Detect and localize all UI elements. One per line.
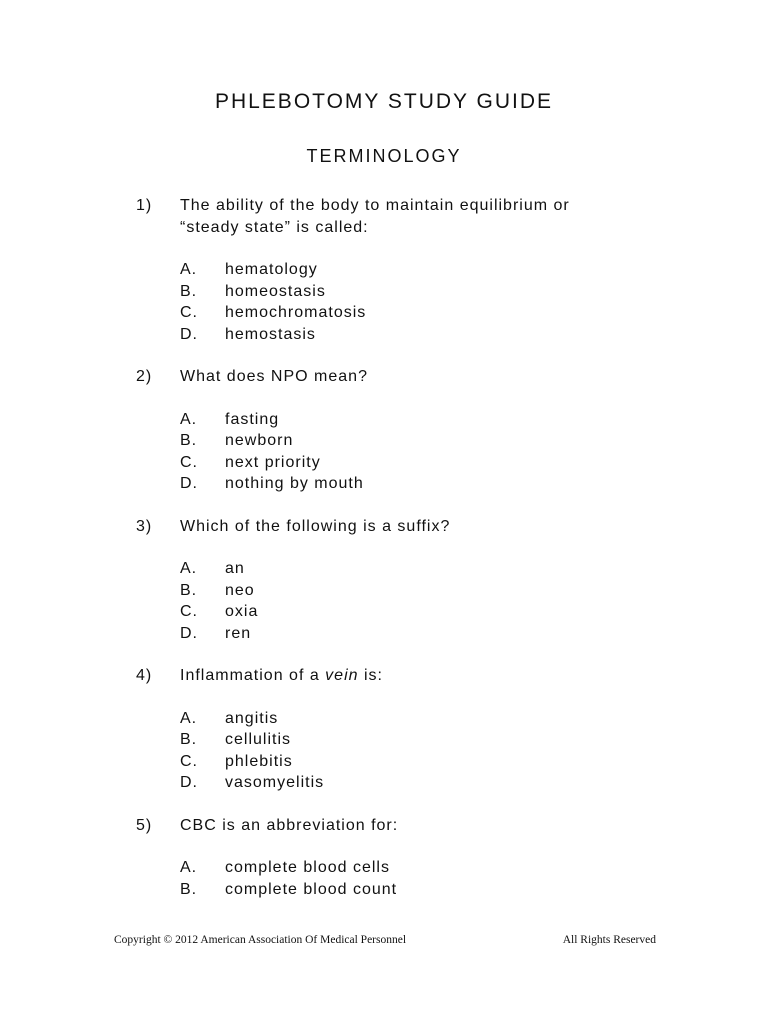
option-letter: B. <box>180 432 198 449</box>
answer-option-c <box>180 452 656 474</box>
answer-options <box>180 857 656 900</box>
answer-option-a <box>180 558 656 580</box>
question-text-before: Inflammation of a <box>180 667 326 684</box>
answer-option-a <box>180 259 656 281</box>
option-letter: A. <box>180 859 198 876</box>
answer-option-a <box>180 857 656 879</box>
answer-option-b <box>180 879 656 901</box>
option-letter: C. <box>180 453 198 471</box>
question-text-line-2: “steady state” is called: <box>180 218 369 236</box>
question-2 <box>136 366 656 495</box>
answer-option-a <box>180 708 656 730</box>
answer-options <box>180 259 656 345</box>
option-text: next priority <box>225 453 321 471</box>
answer-options <box>180 558 656 644</box>
question-text-emphasis: vein <box>325 667 359 684</box>
option-letter: D. <box>180 624 198 642</box>
question-stem <box>136 366 656 388</box>
option-text: hemostasis <box>225 325 316 343</box>
option-letter: A. <box>180 410 198 428</box>
option-text: phlebitis <box>225 752 293 770</box>
answer-options <box>180 708 656 794</box>
page-footer <box>114 934 656 946</box>
question-number: 5) <box>136 816 153 834</box>
option-text: vasomyelitis <box>225 774 325 791</box>
option-letter: C. <box>180 752 198 770</box>
option-text: an <box>225 560 245 577</box>
answer-option-a <box>180 409 656 431</box>
question-text-after: is: <box>358 667 383 684</box>
question-number: 1) <box>136 197 153 214</box>
answer-option-b <box>180 281 656 303</box>
question-3 <box>136 516 656 645</box>
option-text: homeostasis <box>225 282 326 300</box>
answer-option-d <box>180 772 656 794</box>
option-text: fasting <box>225 410 280 428</box>
question-number: 3) <box>136 517 153 535</box>
option-text: angitis <box>225 709 279 727</box>
question-number: 4) <box>136 667 153 684</box>
option-text: nothing by mouth <box>225 475 364 492</box>
answer-option-c <box>180 302 656 324</box>
option-letter: D. <box>180 325 198 343</box>
question-1 <box>136 195 656 345</box>
question-stem <box>136 516 656 538</box>
rights-notice: All Rights Reserved <box>562 934 656 946</box>
option-letter: B. <box>180 282 198 300</box>
answer-option-b <box>180 430 656 452</box>
copyright-notice: Copyright © 2012 American Association Of Medical Personnel <box>114 934 407 946</box>
option-text: ren <box>225 624 252 642</box>
answer-option-c <box>180 751 656 773</box>
answer-option-c <box>180 601 656 623</box>
option-letter: B. <box>180 731 198 748</box>
question-stem <box>136 815 656 837</box>
page-title: PHLEBOTOMY STUDY GUIDE <box>214 90 554 113</box>
section-title: TERMINOLOGY <box>306 146 462 166</box>
option-text: newborn <box>225 432 294 449</box>
question-5 <box>136 815 656 901</box>
option-letter: D. <box>180 774 198 791</box>
question-text-line-1: The ability of the body to maintain equilibrium or <box>180 197 570 214</box>
option-letter: A. <box>180 560 198 577</box>
option-text: complete blood cells <box>225 859 390 876</box>
option-letter: D. <box>180 475 198 492</box>
option-letter: B. <box>180 581 198 599</box>
option-letter: C. <box>180 304 198 321</box>
answer-option-d <box>180 623 656 645</box>
option-text: oxia <box>225 603 259 620</box>
question-text: What does NPO mean? <box>180 368 368 385</box>
question-number: 2) <box>136 368 153 385</box>
question-text <box>180 665 656 687</box>
question-4 <box>136 665 656 794</box>
option-text: hemochromatosis <box>225 304 367 321</box>
question-stem <box>136 665 656 687</box>
answer-options <box>180 409 656 495</box>
option-letter: B. <box>180 880 198 898</box>
option-text: complete blood count <box>225 880 398 898</box>
question-stem <box>136 195 656 217</box>
answer-option-d <box>180 473 656 495</box>
question-text: CBC is an abbreviation for: <box>180 816 399 834</box>
answer-option-b <box>180 729 656 751</box>
answer-option-d <box>180 324 656 346</box>
option-text: neo <box>225 581 255 599</box>
option-letter: C. <box>180 603 198 620</box>
option-text: hematology <box>225 261 318 278</box>
question-text: Which of the following is a suffix? <box>180 517 451 535</box>
answer-option-b <box>180 580 656 602</box>
question-stem-continued <box>136 217 656 239</box>
option-text: cellulitis <box>225 731 292 748</box>
question-list <box>136 195 656 921</box>
option-letter: A. <box>180 261 198 278</box>
option-letter: A. <box>180 709 198 727</box>
